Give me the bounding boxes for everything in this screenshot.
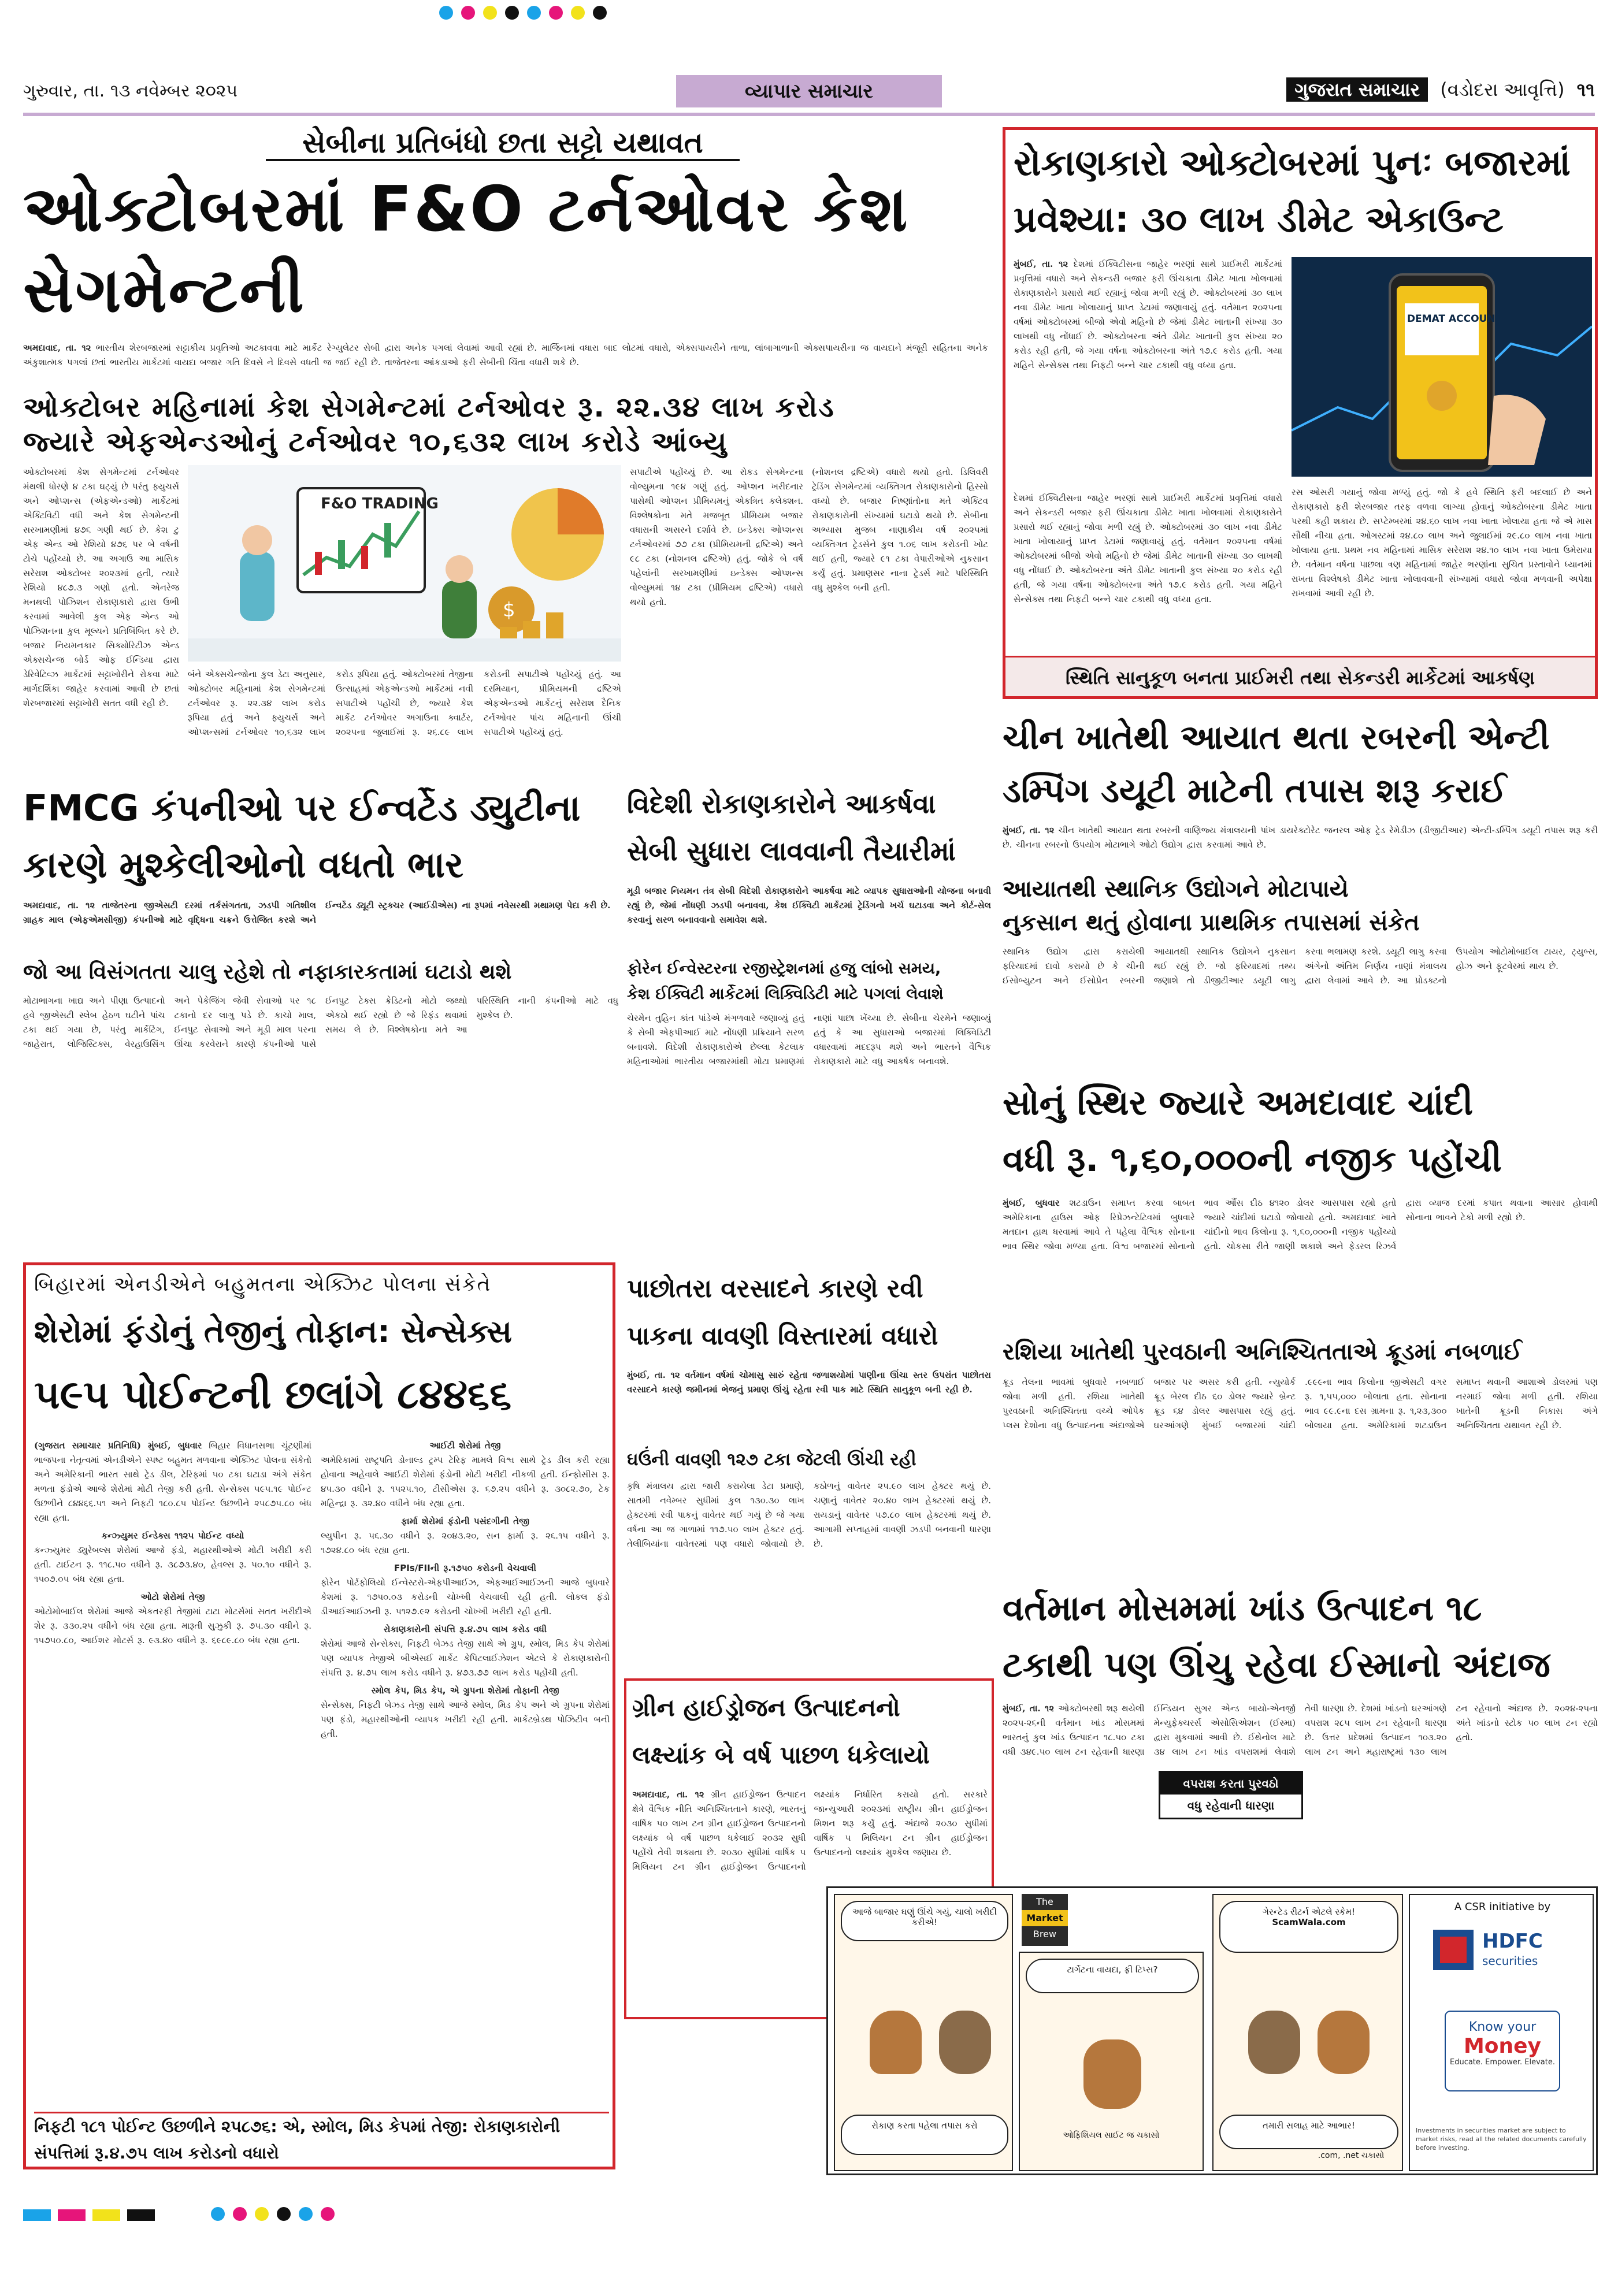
comic-bull-2 bbox=[1083, 2039, 1141, 2109]
header-paper bbox=[1286, 79, 1595, 101]
hydrogen-headline-2: લક્ષ્યાંક બે વર્ષ પાછળ ધકેલાયો bbox=[632, 1741, 930, 1769]
logo-line-3: Brew bbox=[1033, 1929, 1057, 1940]
gold-dateline: મુંબઈ, બુધવાર bbox=[1003, 1198, 1060, 1208]
rubber-sub-1: આયાતથી સ્થાનિક ઉદ્યોગને મોટાપાયે bbox=[1003, 876, 1349, 902]
lead-story bbox=[23, 124, 988, 771]
lead-column-mid: બંને એક્સચેન્જોના કુલ ડેટા અનુસાર, ઓક્ટોબર મહિનામાં કેશ સેગમેન્ટમાં ટર્નઓવર રૂ. ૨૨.૩૪ લાખ કરોડ રૂપિયા હતું અને ફ્યુચર્સ અને ઓપ્શન્સમાં ટર્નઓવર ૧૦,૬૩૨ લાખ કરોડ રૂપિયા હતું. ઓક્ટોબરમાં તેજીના ઉત્સાહમાં એફએન્ડઓ માર્કેટમાં નવી સપાટીએ પહોંચી છે, જ્યારે કેશ માર્કેટ ટર્નઓવર અગાઉના ક્વાર્ટર, ૨૦૨૫ના જુલાઈમાં રૂ. ૨૬.૮૯ લાખ કરોડની સપાટીએ પહોંચ્યું હતું. આ દરમિયાન, પ્રીમિયમની દ્રષ્ટિએ એફએન્ડઓ માર્કેટનું સરેરાશ દૈનિક ટર્નઓવર પાંચ મહિનાની ઊંચી સપાટીએ પહોંચ્યું હતું. bbox=[188, 669, 621, 737]
russia-story bbox=[1003, 1335, 1598, 1571]
sebi-intro: મૂડી બજાર નિયમન તંત્ર સેબી વિદેશી રોકાણકારોને આકર્ષવા માટે વ્યાપક સુધારાઓની યોજના બનાવી રહ્યું છે, જેમાં નોંધણી ઝડપી બનાવવા, કેશ ઈક્વિટી માર્કેટમાં ટ્રેડિંગનો ખર્ચ ઘટાડવા અને કોર્ટ-સેલ કરવાનું સરળ બનાવવાનો સમાવેશ થશે. bbox=[627, 886, 991, 925]
bihar-kicker-mid-2: ફાર્મા શેરોમાં ફંડોની પસંદગીની તેજી bbox=[401, 1516, 529, 1526]
gold-headline bbox=[1003, 1075, 1598, 1190]
bihar-body-fpi: ફોરેન પોર્ટફોલિયો ઈન્વેસ્ટરો-એફપીઆઈઝ, એફઆઈઆઈઝની આજે બુધવારે કેશમાં રૂ. ૧૭૫૦.૦૩ કરોડની ચોખ્ખી વેચવાલી રહી હતી. લોકલ ફંડો ડીઆઈઆઈઝની રૂ. ૫૧૨૭.૯૨ કરોડની ચોખ્ખી ખરીદી રહી હતી. bbox=[321, 1577, 610, 1617]
tag-3: Educate. Empower. Elevate. bbox=[1449, 2058, 1556, 2067]
bihar-dateline: (ગુજરાત સમાચાર પ્રતિનિધિ) મુંબઈ, બુધવાર bbox=[34, 1440, 202, 1451]
bihar-body-small: સેન્સેક્સ, નિફટી બેઝડ તેજી સાથે આજે સ્મોલ, મિડ કેપ અને એ ગ્રુપના શેરોમાં પણ ફંડો, મહારથીઓની વ્યાપક ખરીદી રહી હતી. માર્કેટબ્રેડથ પોઝિટીવ બની હતી. bbox=[321, 1700, 610, 1739]
bihar-kicker-fpi: FPIs/FIIની રૂ.૧૭૫૦ કરોડની વેચવાલી bbox=[394, 1563, 536, 1573]
comic-disclaimer: Investments in securities market are subject to market risks, read all the related documents carefully before investing. bbox=[1416, 2127, 1587, 2152]
lead-intro bbox=[23, 341, 988, 384]
comic-bull-1 bbox=[870, 2011, 922, 2074]
sugar-story bbox=[1003, 1580, 1598, 1881]
registration-marks-bottom bbox=[23, 2207, 1595, 2230]
fmcg-headline-2: કારણે મુશ્કેલીઓનો વધતો ભાર bbox=[23, 844, 464, 886]
comic-bear-2 bbox=[1248, 2011, 1300, 2074]
header-section-label: વ્યાપાર સમાચાર bbox=[744, 80, 874, 103]
paper-name: ગુજરાત સમાચાર bbox=[1286, 77, 1428, 102]
rabi-body: કૃષિ મંત્રાલય દ્વારા જારી કરાયેલા ડેટા પ્રમાણે, સાતમી નવેમ્બર સુધીમાં કુલ ૧૩૦.૩૦ લાખ હેક્ટરમાં રવી પાકનું વાવેતર થઈ ગયું છે જે ગયા વર્ષના આ જ ગાળામાં ૧૧૭.૫૦ લાખ હેક્ટર હતું. તેલીબિયાંના વાવેતરમાં પણ વધારો જોવાયો છે. કઠોળનું વાવેતર ૨૫.૯૦ લાખ હેક્ટર થયું છે. ચણાનું વાવેતર ૨૦.૪૦ લાખ હેક્ટરમાં થયું છે. રાયડાનું વાવેતર ૫૭.૮૦ લાખ હેક્ટરમાં થયું છે. આગામી સપ્તાહમાં વાવણી ઝડપી બનવાની ધારણા છે. bbox=[627, 1481, 991, 1549]
header-date: ગુરુવાર, તા. ૧૩ નવેમ્બર ૨૦૨૫ bbox=[23, 81, 238, 101]
sugar-callout-2: વધુ રહેવાની ધારણા bbox=[1187, 1799, 1275, 1812]
lead-headline bbox=[23, 169, 988, 331]
bihar-body-left-3: ઓટોમોબાઈલ શેરોમાં આજે એકતરફી તેજીમાં ટાટા મોટર્સમાં સતત ખરીદીએ શેર રૂ. ૩૩૦.૨૫ વધીને બંધ રહ્યા હતા. મારૂતી સુઝુકી રૂ. ૭૫.૩૦ વધીને રૂ. ૧૫૭૫૦.૮૦, આઈશર મોટર્સ રૂ. ૯૩.૪૦ વધીને રૂ. ૬૯૮૯.૮૦ બંધ રહ્યા હતા. bbox=[34, 1606, 311, 1645]
demat-dateline: મુંબઈ, તા. ૧૨ bbox=[1014, 259, 1068, 269]
rabi-intro-text: વર્તમાન વર્ષમાં ચોમાસુ સારું રહેતા જળાશયોમાં પાણીના ઊંચા સ્તર ઉપરાંત પાછોતરા વરસાદને કારણે જમીનમાં ભેજનું પ્રમાણ ઊંચું રહેતા રવી પાક માટે સ્થિતિ સાનુકૂળ બની રહી છે. bbox=[627, 1370, 991, 1395]
edition: (વડોદરા આવૃત્તિ) bbox=[1440, 79, 1565, 101]
rabi-headline bbox=[627, 1265, 991, 1364]
hydrogen-headline bbox=[632, 1684, 988, 1782]
comic-bubble-6: ઓફિશિયલ સાઈટ જ ચકાસો bbox=[1063, 2131, 1160, 2140]
comic-panel-4 bbox=[1409, 1894, 1594, 2171]
comic-logo bbox=[1022, 1894, 1068, 1946]
sebi-headline-1: વિદેશી રોકાણકારોને આકર્ષવા bbox=[627, 788, 936, 819]
demat-headline-1: રોકાણકારો ઓક્ટોબરમાં પુનઃ બજારમાં bbox=[1014, 142, 1571, 184]
sebi-body: ચેરમેન તુહિન કાંત પાંડેએ મંગળવારે જણાવ્યું હતું કે સેબી એફપીઆઈ માટે નોંધણી પ્રક્રિયાને સરળ બનાવશે. વિદેશી રોકાણકારોએ છેલ્લા કેટલાક મહિનાઓમાં ભારતીય બજારમાંથી મોટા પ્રમાણમાં નાણાં પાછા ખેંચ્યા છે. સેબીના ચેરમેને જણાવ્યું હતું કે આ સુધારાઓ બજારમાં લિક્વિડિટી વધારવામાં મદદરૂપ થશે અને ભારતને વૈશ્વિક રોકાણકારો માટે વધુ આકર્ષક બનાવશે. bbox=[627, 1013, 991, 1067]
bihar-body-wealth: શેરોમાં આજે સેન્સેક્સ, નિફટી બેઝડ તેજી સાથે એ ગ્રુપ, સ્મોલ, મિડ કેપ શેરોમાં પણ વ્યાપક તેજીએ બીએસઈ માર્કેટ કેપિટલાઈઝેશન એટલે કે રોકાણકારોની સંપત્તિ રૂ. ૪.૭૫ લાખ કરોડ વધીને રૂ. ૪૭૩.૭૭ લાખ કરોડ પહોંચી હતી. bbox=[321, 1639, 610, 1678]
hydrogen-dateline: અમદાવાદ, તા. ૧૨ bbox=[632, 1789, 704, 1800]
bihar-kicker: બિહારમાં એનડીએને બહુમતના એક્ઝિટ પોલના સંકેતે bbox=[34, 1273, 492, 1296]
comic-bubble-7: .com, .net ચકાસો bbox=[1318, 2151, 1385, 2160]
russia-body: ક્રૂડ તેલના ભાવમાં બુધવારે નબળાઈ જોવા મળી હતી. રશિયા ખાતેથી પુરવઠાની અનિશ્ચિતતા વચ્ચે ઓપેક પ્લસ દેશોના વધુ ઉત્પાદનના અંદાજોએ બજાર પર અસર કરી હતી. ન્યુયોર્ક ક્રૂડ બેરલ દીઠ ૬૦ ડોલર જ્યારે બ્રેન્ટ ક્રૂડ ૬૪ ડોલર આસપાસ રહ્યું હતું. ઘરઆંગણે મુંબઈ બજારમાં ચાંદી .૯૯૯ના ભાવ કિલોના જીએસટી વગર રૂ. ૧,૫૫,૦૦૦ બોલાતા હતા. સોનાના ભાવ ૯૯.૯ના દસ ગ્રામના રૂ. ૧,૨૩,૩૦૦ બોલાયા હતા. અમેરિકામાં શટડાઉન સમાપ્ત થવાની આશાએ ડોલરમાં પણ નરમાઈ જોવા મળી હતી. રશિયા ખાતેની ક્રૂડની નિકાસ અંગે અનિશ્ચિતતા યથાવત રહી છે. bbox=[1003, 1377, 1598, 1431]
rubber-dateline: મુંબઈ, તા. ૧૨ bbox=[1003, 825, 1055, 835]
sebi-sub-1: ફોરેન ઈન્વેસ્ટરના રજીસ્ટ્રેશનમાં હજુ લાંબો સમય, bbox=[627, 960, 941, 978]
fmcg-intro-text: તાજેતરના જીએસટી દરમાં તર્કસંગતતા, ઝડપી ગતિશીલ ગ્રાહક માલ (એફએમસીજી) કંપનીઓ માટે વૃદ્ધિના ચક્રને ઉત્તેજિત કરશે અને ઈન્વર્ટેડ ડ્યૂટી સ્ટ્રક્ચર (આઈડીએસ) ના રૂપમાં નવેસરથી મથામણ પેદા કરી છે. bbox=[23, 900, 611, 925]
gold-headline-1: સોનું સ્થિર જ્યારે અમદાવાદ ચાંદી bbox=[1003, 1083, 1474, 1123]
lead-dateline: અમદાવાદ, તા. ૧૨ bbox=[23, 343, 91, 353]
lead-subhead-1: ઓક્ટોબર મહિનામાં કેશ સેગમેન્ટમાં ટર્નઓવર રૂ. ૨૨.૩૪ લાખ કરોડ bbox=[23, 391, 835, 423]
sugar-callout-1: વપરાશ કરતા પુરવઠો bbox=[1160, 1773, 1301, 1795]
bihar-col-left bbox=[34, 1439, 311, 2109]
sugar-headline-1: વર્તમાન મોસમમાં ખાંડ ઉત્પાદન ૧૮ bbox=[1003, 1588, 1482, 1629]
comic-bubble-4-text: ગેરન્ટેડ રીટર્ન એટલે સ્કેમ! bbox=[1263, 1907, 1355, 1917]
bihar-body-mid-2: લ્યુપીન રૂ. ૫૬.૩૦ વધીને રૂ. ૨૦૪૩.૨૦, સન ફાર્મા રૂ. ૨૬.૧૫ વધીને રૂ. ૧૭૨૪.૮૦ બંધ રહ્યા હતા. bbox=[321, 1530, 610, 1555]
rubber-body: સ્થાનિક ઉદ્યોગ દ્વારા કરાયેલી ફરિયાદમાં દાવો કરાયો છે કે ચીની ઈસોબ્યુટન અને ઈસોપ્રેન રબરની આયાતથી સ્થાનિક ઉદ્યોગને નુકસાન થઈ રહ્યું છે. જો ફરિયાદમાં તથ્ય જણાશે તો ડીજીટીઆર ડયૂટી લાગુ કરવા ભલામણ કરશે. ડયૂટી લાગુ કરવા અંગેનો અંતિમ નિર્ણય નાણાં મંત્રાલય દ્વારા લેવામાં આવે છે. આ પ્રોડક્ટનો ઉપયોગ ઓટોમોબાઈલ ટાયર, ટ્યુબ્સ, હોઝ અને ફૂટવેરમાં થાય છે. bbox=[1003, 946, 1598, 986]
hdfc-logo bbox=[1433, 1924, 1572, 1976]
bihar-kicker-mid: આઈટી શેરોમાં તેજી bbox=[429, 1440, 501, 1451]
hydrogen-headline-1: ગ્રીન હાઈડ્રોજન ઉત્પાદનનો bbox=[632, 1693, 900, 1722]
sebi-headline-2: સેબી સુધારા લાવવાની તૈયારીમાં bbox=[627, 835, 956, 867]
fmcg-headline bbox=[23, 780, 618, 896]
bihar-kicker-small: સ્મોલ કેપ, મિડ કેપ, એ ગ્રુપના શેરોમાં તોફાની તેજી bbox=[371, 1685, 559, 1696]
demat-footer: સ્થિતિ સાનુકૂળ બનતા પ્રાઈમરી તથા સેકન્ડરી માર્કેટમાં આકર્ષણ bbox=[1005, 656, 1595, 696]
rabi-subhead: ઘઉંની વાવણી ૧૨૭ ટકા જેટલી ઊંચી રહી bbox=[627, 1450, 916, 1470]
lead-subhead-2: જ્યારે એફએન્ડઓનું ટર્નઓવર ૧૦,૬૩૨ લાખ કરોડે આંબ્યુ bbox=[23, 426, 728, 458]
hdfc-brand: HDFC bbox=[1482, 1930, 1543, 1953]
gold-body-text: શટડાઉન સમાપ્ત કરવા બાબત અમેરિકાના હાઉસ ઓફ રિપ્રેઝન્ટેટિવમાં બુધવારે મતદાન હાથ ધરવામાં આવે તે પહેલા વૈશ્વિક સોનાના ભાવ સ્થિર જોવા મળ્યા હતા. વિશ્વ બજારમાં સોનાનો ભાવ ઔંસ દીઠ ૪૧૨૦ ડોલર આસપાસ રહ્યો હતો જ્યારે ચાંદીમાં ઘટાડો જોવાયો હતો. અમદાવાદ ખાતે ચાંદીનો ભાવ કિલોના રૂ. ૧,૬૦,૦૦૦ની નજીક પહોંચ્યો હતો. ચોકસા રીતે જાણી શકાશે અને ફેડરલ રિઝર્વ દ્વારા વ્યાજ દરમાં કપાત થવાના આસાર હોવાથી સોનાના ભાવને ટેકો મળી રહ્યો છે. bbox=[1003, 1198, 1598, 1251]
bihar-body-mid: અમેરિકામાં રાષ્ટ્રપતિ ડોનાલ્ડ ટ્રમ્પ ટેરિફ મામલે વિશ્વ સાથે ટ્રેડ ડીલ કરી રહ્યા હોવાના અહેવાલે આઈટી શેરોમાં ફંડોની મોટી ખરીદી નીકળી હતી. ઈન્ફોસીસ રૂ. ૪૫.૩૦ વધીને રૂ. ૧૫૨૫.૧૦, ટીસીએસ રૂ. ૬૭.૨૫ વધીને રૂ. ૩૦૮૨.૭૦, ટેક મહિન્દ્રા રૂ. ૩૨.૪૦ વધીને બંધ રહ્યા હતા. bbox=[321, 1455, 610, 1509]
fmcg-intro bbox=[23, 898, 618, 953]
lead-column-4: (નોશનલ દ્રષ્ટિએ) વધારો થયો હતો. ડિલિવરી ટ્રેડિંગ સેગમેન્ટમાં વ્યક્તિગત રોકાણકારોનો હિસ્સો વધ્યો છે. બજાર નિષ્ણાંતોના મતે એક્ટિવ રોકાણકારોની સંખ્યામાં ઘટાડો થયો છે. સેબીના અભ્યાસ મુજબ નાણાકીય વર્ષ ૨૦૨૫માં વ્યક્તિગત ટ્રેડર્સને કુલ ૧.૦૬ લાખ કરોડની ખોટ થઈ હતી, જ્યારે ૯૧ ટકા વેપારીઓએ નુકસાન કર્યું હતું. પ્રમાણસર નાના ટ્રેડર્સ માટે પરિસ્થિતિ વધુ મુશ્કેલ બની હતી. bbox=[812, 467, 988, 593]
lead-column-1: ઓક્ટોબરમાં કેશ સેગમેન્ટમાં ટર્નઓવર મંથલી ધોરણે ૪ ટકા ઘટ્યું છે પરંતુ ફ્યુચર્સ અને ઓપ્શન્સ (એફએન્ડઓ) માર્કેટમાં એક્ટિવિટી વધી અને કેશ સેગમેન્ટની સરખામણીમાં ૪૭૬ ગણી થઈ છે. કેશ ટુ એફ એન્ડ ઓ રેશિયો ૪૭૬ પર બે વર્ષની ટોચે પહોંચ્યો છે. આ અગાઉ આ માસિક સરેરાશ ઓક્ટોબર ૨૦૨૩માં હતી, ત્યારે રેશિયો ૪૮૭.૩ ગણો હતો. એનરેજ મનથલી પોઝિશન રોકાણકારો દ્વારા ઉભી કરવામાં આવેલી કુલ એફ એન્ડ ઓ પોઝિશનના કુલ મૂલ્યને પ્રતિબિંબિત કરે છે. બજાર નિયમનકાર સિક્યોરિટીઝ એન્ડ એક્સચેન્જ બોર્ડ ઓફ ઈન્ડિયા દ્વારા ડેરિવેટિવ્ઝ માર્કેટમાં સટ્ટાખોરીને રોકવા માટે માર્ગદર્શિકા જાહેર કરવામાં આવી છે છતાં શેરબજારમાં સટ્ટાખોરી સતત વધી રહી છે. bbox=[23, 467, 179, 708]
fmcg-dateline: અમદાવાદ, તા. ૧૨ bbox=[23, 900, 95, 911]
sebi-story bbox=[627, 780, 991, 1254]
rubber-subhead bbox=[1003, 872, 1598, 942]
demat-story bbox=[1003, 127, 1598, 699]
fo-trading-illustration bbox=[188, 465, 621, 662]
rabi-intro bbox=[627, 1368, 991, 1443]
bihar-kicker-3: ઓટો શેરોમાં તેજી bbox=[140, 1592, 205, 1602]
russia-headline: રશિયા ખાતેથી પુરવઠાની અનિશ્ચિતતાએ ક્રૂડમાં નબળાઈ bbox=[1003, 1339, 1522, 1365]
comic-csr: A CSR initiative by bbox=[1454, 1901, 1551, 1913]
rubber-story bbox=[1003, 711, 1598, 1069]
bihar-footer: નિફટી ૧૮૧ પોઈન્ટ ઉછળીને ૨૫૮૭૬: એ, સ્મોલ, મિડ કેપમાં તેજી: રોકાણકારોની સંપત્તિમાં રૂ.૪.૭૫ લાખ કરોડનો વધારો bbox=[34, 2112, 609, 2167]
demat-phone-image bbox=[1292, 257, 1592, 477]
rabi-headline-1: પાછોતરા વરસાદને કારણે રવી bbox=[627, 1274, 923, 1303]
registration-marks-top bbox=[439, 6, 1190, 29]
lead-kicker: સેબીના પ્રતિબંધો છતા સટ્ટો યથાવત bbox=[266, 124, 740, 161]
sugar-body-text: ઓક્ટોબરથી શરૂ થયેલી ૨૦૨૫-૨૬ની વર્તમાન ખાંડ મોસમમાં ભારતનું કુલ ખાંડ ઉત્પાદન ૧૮.૫૦ ટકા વધી ૩૪૯.૫૦ લાખ ટન રહેવાની ધારણા ઈન્ડિયન સુગર એન્ડ બાયો-એનર્જી મેન્યુફેક્ચરર્સ એસોસિએશન (ઈસ્મા) દ્વારા મુકવામાં આવી છે. ઈથેનોલ માટે ૩૪ લાખ ટન ખાંડ વપરાશમાં લેવાશે તેવી ધારણા છે. દેશમાં ખાંડનો ઘરઆંગણે વપરાશ ૨૮૫ લાખ ટન રહેવાની ધારણા છે. ઉત્તર પ્રદેશમાં ઉત્પાદન ૧૦૩.૨૦ લાખ ટન અને મહારાષ્ટ્રમાં ૧૩૦ લાખ ટન રહેવાનો અંદાજ છે. ૨૦૨૪-૨૫ના અંતે ખાંડનો સ્ટોક ૫૦ લાખ ટન રહ્યો હતો. bbox=[1003, 1703, 1598, 1757]
demat-body-left bbox=[1014, 257, 1282, 485]
bihar-body-left-2: કન્ઝ્યુમર ડ્યુરેબલ્સ શેરોમાં આજે ફંડો, મહારથીઓએ મોટી ખરીદી કરી હતી. ટાઈટન રૂ. ૧૧૮.૫૦ વધીને રૂ. ૩૮૭૩.૪૦, હેવલ્સ રૂ. ૫૦.૧૦ વધીને રૂ. ૧૫૦૭.૦૫ બંધ રહ્યા હતા. bbox=[34, 1545, 311, 1584]
comic-panel-1 bbox=[834, 1894, 1013, 2171]
demat-left-text: દેશમાં ઈક્વિટીસના જાહેર ભરણાં સાથે પ્રાઈમરી માર્કેટમાં પ્રવૃત્તિમાં વધારો અને સેકન્ડરી બજાર ફરી ઊંચકાતા ડીમેટ ખાતા ખોલવામાં રોકાણકારોને પ્રસારો થઈ રહ્યાનું જોવા મળી રહ્યું છે. ઓક્ટોબરમાં ૩૦ લાખ નવા ડીમેટ ખાતા ખોલાયાનું પ્રાપ્ત ડેટામાં જણાવાયું હતું. વર્તમાન ૨૦૨૫ના વર્ષમાં ઓક્ટોબરમાં બીજો એવો મહિનો છે જેમાં ડીમેટ ખાતાની સંખ્યા ૩૦ લાખથી વધુ નોંધાઈ છે. ઓક્ટોબરના અંતે ડીમેટ ખાતાની કુલ સંખ્યા ૨૦ કરોડ રહી હતી, જે ગયા વર્ષના ઓક્ટોબરના અંતે ૧૭.૯ કરોડ હતી. ગયા મહિને સેન્સેક્સ તથા નિફટી બન્ને ચાર ટકાથી વધુ વધ્યા હતા. bbox=[1014, 259, 1282, 370]
bihar-headline bbox=[34, 1300, 609, 1433]
rubber-intro bbox=[1003, 823, 1598, 870]
know-money-badge bbox=[1445, 2011, 1560, 2091]
hdfc-mark bbox=[1433, 1930, 1474, 1970]
lead-headline-line-1: ઓક્ટોબરમાં F&O ટર્નઓવર કેશ સેગમેન્ટની bbox=[23, 173, 910, 326]
logo-line-2: Market bbox=[1022, 1910, 1068, 1926]
phone-label: DEMAT ACCOUNT bbox=[1407, 313, 1502, 325]
sugar-headline-2: ટકાથી પણ ઊંચુ રહેવા ઈસ્માનો અંદાજ bbox=[1003, 1645, 1550, 1685]
lead-intro-text: ભારતીય શેરબજારમાં સટ્ટાકીય પ્રવૃતિઓ અટકાવવા માટે માર્કેટ રેગ્યુલેટર સેબી દ્વારા અનેક પગલાં લેવામાં આવી રહ્યાં છે. માર્જિનમાં વધારા બાદ લોટમાં વધારો, એક્સપાયરીને તાળા, લાંબાગાળાની એક્સપાયરીના જ વાયદાને મંજૂરી સહિતના અનેક અંકુશાત્મક પગલાં છતાં ભારતીય માર્કેટમાં વાયદા બજાર ગતિ દિવસે ને દિવસે વધતી જ જઈ રહી છે. તાજેતરના આંકડાઓ ફરી સેબીની ચિંતા વધારી શકે છે. bbox=[23, 343, 988, 367]
hdfc-brand-sub: securities bbox=[1482, 1954, 1538, 1968]
rubber-headline bbox=[1003, 711, 1598, 820]
rubber-headline-1: ચીન ખાતેથી આયાત થતા રબરની એન્ટી bbox=[1003, 718, 1550, 757]
sebi-headline bbox=[627, 780, 991, 878]
comic-bubble-3: ટાર્ગેટના વાયદા, ફ્રી ટિપ્સ? bbox=[1026, 1959, 1199, 1993]
comic-site: ScamWala.com bbox=[1272, 1917, 1346, 1927]
logo-line-1: The bbox=[1036, 1896, 1053, 1907]
phone-svg bbox=[1292, 257, 1592, 477]
demat-body-lower: દેશમાં ઈક્વિટીસના જાહેર ભરણાં સાથે પ્રાઈમરી માર્કેટમાં પ્રવૃત્તિમાં વધારો અને સેકન્ડરી બજાર ફરી ઊંચકાતા ડીમેટ ખાતા ખોલવામાં રોકાણકારોને પ્રસારો થઈ રહ્યાનું જોવા મળી રહ્યું છે. ઓક્ટોબરમાં ૩૦ લાખ નવા ડીમેટ ખાતા ખોલાયાનું પ્રાપ્ત ડેટામાં જણાવાયું હતું. વર્તમાન ૨૦૨૫ના વર્ષમાં ઓક્ટોબરમાં બીજો એવો મહિનો છે જેમાં ડીમેટ ખાતાની સંખ્યા ૩૦ લાખથી વધુ નોંધાઈ છે. ઓક્ટોબરના અંતે ડીમેટ ખાતાની કુલ સંખ્યા ૨૦ કરોડ રહી હતી, જે ગયા વર્ષના ઓક્ટોબરના અંતે ૧૭.૯ કરોડ હતી. ગયા મહિને સેન્સેક્સ તથા નિફટી બન્ને ચાર ટકાથી વધુ વધ્યા હતા. bbox=[1014, 493, 1282, 604]
comic-strip bbox=[826, 1886, 1598, 2175]
demat-headline bbox=[1014, 135, 1591, 250]
sebi-sub-2: કેશ ઈક્વિટી માર્કેટમાં લિક્વિડિટી માટે પગલાં લેવાશે bbox=[627, 985, 944, 1003]
tag-2: Money bbox=[1463, 2034, 1542, 2058]
bihar-body-left: બિહાર વિધાનસભા ચૂંટણીમાં ભાજપના નેતૃત્વમાં એનડીએને સ્પષ્ટ બહુમત મળવાના એક્ઝિટ પોલના સંકેતો અને અમેરિકાની ભારત સાથે ટ્રેડ ડીલ, ટેરિફમાં ૫૦ ટકા ઘટાડા અંગે સંકેત મળતા ફંડોએ આજે શેરોમાં મોટી તેજી કરી હતી. સેન્સેક્સ ૫૯૫.૧૯ પોઈન્ટ ઉછળીને ૮૪૪૬૬.૫૧ અને નિફટી ૧૮૦.૮૫ પોઈન્ટ ઉછળીને ૨૫૮૭૫.૮૦ બંધ રહ્યા હતા. bbox=[34, 1440, 311, 1523]
comic-bear-1 bbox=[939, 2011, 991, 2074]
bihar-story bbox=[23, 1262, 615, 2169]
sugar-headline bbox=[1003, 1580, 1598, 1696]
lead-subhead bbox=[23, 390, 988, 459]
comic-bubble-4 bbox=[1219, 1901, 1398, 1953]
fmcg-story bbox=[23, 780, 618, 1254]
rubber-headline-2: ડમ્પિંગ ડયૂટી માટેની તપાસ શરૂ કરાઈ bbox=[1003, 771, 1507, 810]
svg-text:$: $ bbox=[503, 599, 515, 622]
comic-bubble-2: રોકાણ કરતા પહેલા તપાસ કરો bbox=[841, 2115, 1008, 2155]
demat-headline-2: પ્રવેશ્યા: ૩૦ લાખ ડીમેટ એકાઉન્ટ bbox=[1014, 198, 1504, 240]
fo-trading-svg bbox=[188, 465, 621, 662]
header-rule bbox=[23, 113, 1595, 116]
lead-column-3: સપાટીએ પહોંચ્યું છે. આ રોકડ સેગમેન્ટના વોલ્યુમના ૧૯૪ ગણું હતું. ઓપ્શન ખરીદનાર પાસેથી ઓપ્શન પ્રીમિયમનું એકત્રિત કલેક્શન. વિશ્લેષકોના મતે મજબૂત પ્રીમિયમ બજાર વધારાની અસરને દર્શાવે છે. ઇન્ડેક્સ ઓપ્શન્સ ટર્નઓવરમાં ૭૭ ટકા (પ્રીમિયમની દ્રષ્ટિએ) અને ૯૮ ટકા (નોશનલ દ્રષ્ટિએ) હતું. જોકે બે વર્ષ પહેલાંની સરખામણીમાં ઇન્ડેક્સ ઓપ્શન્સ વોલ્યુમમાં ૧૪ ટકા (પ્રીમિયમ દ્રષ્ટિએ) વધારો થયો હતો. bbox=[630, 467, 803, 607]
bihar-kicker-wealth: રોકાણકારોની સંપત્તિ રૂ.૪.૭૫ લાખ કરોડ વધી bbox=[383, 1624, 547, 1634]
comic-panel-3 bbox=[1212, 1894, 1403, 2171]
gold-story bbox=[1003, 1075, 1598, 1329]
tag-1: Know your bbox=[1468, 2020, 1537, 2034]
sugar-callout-box bbox=[1159, 1771, 1303, 1819]
demat-body-right: રસ ઓસરી ગયાનું જોવા મળ્યું હતું. જો કે હવે સ્થિતિ ફરી બદલાઈ છે અને રોકાણકારો ફરી શેરબજાર તરફ વળવા લાગ્યા હોવાનું ઓક્ટોબરના ડીમેટ ખાતા પરથી કહી શકાય છે. સપ્ટેમ્બરમાં ૨૪.૬૦ લાખ નવા ખાતા ખોલાયા હતા જે એ માસ સૌથી નીચા હતા. ઓગસ્ટમાં ૨૪.૮૦ લાખ અને જુલાઈમાં ૨૯.૮૦ લાખ નવા ખાતા ખોલાયા હતા. પ્રથમ નવ મહિનામાં માસિક સરેરાશ ૨૪.૧૦ લાખ નવા ખાતા ઉમેરાયા છે. વર્તમાન વર્ષના પાછલા ત્રણ મહિનામાં જાહેર ભરણાંના સુચિત પ્રસ્તાવોને ધ્યાનમાં રાખતા વિશ્લેષકો ડીમેટ ખાતા ખોલાવવાની સંખ્યામાં વધારો જોવા મળવાની અપેક્ષા રાખવામાં આવી રહી છે. bbox=[1292, 487, 1592, 599]
chart-tag: F&O TRADING bbox=[321, 495, 439, 512]
comic-bubble-5: તમારી સલાહ માટે આભાર! bbox=[1219, 2115, 1398, 2149]
sugar-dateline: મુંબઈ, તા. ૧૨ bbox=[1003, 1703, 1055, 1714]
header-bar bbox=[23, 75, 1595, 110]
hydrogen-body-text: ગ્રીન હાઈડ્રોજન ઉત્પાદન ક્ષેત્રે વૈશ્વિક નીતિ અનિશ્ચિતતાને કારણે, ભારતનું વાર્ષિક ૫૦ લાખ ટન ગ્રીન હાઈડ્રોજન ઉત્પાદનનો લક્ષ્યાંક બે વર્ષ પાછળ ધકેલાઈ ૨૦૩૨ સુધી પહોંચે તેવી શક્યતા છે. ૨૦૩૦ સુધીમાં વાર્ષિક ૫ મિલિયન ટન ગ્રીન હાઈડ્રોજન ઉત્પાદનનો લક્ષ્યાંક નિર્ધારિત કરાયો હતો. સરકારે જાન્યુઆરી ૨૦૨૩માં રાષ્ટ્રીય ગ્રીન હાઈડ્રોજન મિશન શરૂ કર્યું હતું. અંદાજે ૨૦૩૦ સુધીમાં વાર્ષિક ૫ મિલિયન ટન ગ્રીન હાઈડ્રોજન ઉત્પાદનનો લક્ષ્યાંક મુશ્કેલ જણાય છે. bbox=[632, 1789, 988, 1872]
gold-headline-2: વધી રૂ. ૧,૬૦,૦૦૦ની નજીક પહોંચી bbox=[1003, 1139, 1502, 1180]
rabi-headline-2: પાકના વાવણી વિસ્તારમાં વધારો bbox=[627, 1321, 938, 1351]
rubber-intro-text: ચીન ખાતેથી આયાત થતા રબરની વાણિજ્ય મંત્રાલયની પાંખ ડાયરેક્ટોરેટ જનરલ ઓફ ટ્રેડ રેમેડીઝ (ડીજીટીઆર) એન્ટી-ડમ્પિંગ ડયૂટી તપાસ શરૂ કરી છે. ચીનના રબરનો ઉપયોગ મોટાભાગે ઓટો ઉદ્યોગ દ્વારા કરવામાં આવે છે. bbox=[1003, 825, 1598, 850]
sebi-subhead bbox=[627, 956, 991, 1008]
gold-body bbox=[1003, 1196, 1598, 1326]
fmcg-body: મોટાભાગના ખાદ્ય અને પીણા ઉત્પાદનો હવે જીએસટી સ્લેબ હેઠળ ઘટીને પાંચ ટકા થઈ ગયા છે, પરંતુ માર્કેટિંગ, જાહેરાત, લોજિસ્ટિક્સ, વેરહાઉસિંગ અને પેકેજિંગ જેવી સેવાઓ પર ૧૮ ટકાનો દર લાગુ પડે છે. કાચો માલ, ઈનપુટ સેવાઓ અને મૂડી માલ પરના ઊંચા કરવેરાને કારણે કંપનીઓ પાસે ઈનપુટ ટેક્સ ક્રેડિટનો મોટો જથ્થો એકઠો થઈ રહ્યો છે જે રિફંડ થવામાં સમય લે છે. વિશ્લેષકોના મતે આ પરિસ્થિતિ નાની કંપનીઓ માટે વધુ મુશ્કેલ છે. bbox=[23, 995, 618, 1049]
fmcg-headline-1: FMCG કંપનીઓ પર ઈન્વર્ટેડ ડ્યુટીના bbox=[23, 787, 581, 829]
comic-bubble-1: આજે બાજાર ઘણું ઊંચે ગયું, ચાલો ખરીદી કરીએ! bbox=[841, 1901, 1008, 1941]
comic-bull-3 bbox=[1318, 2011, 1370, 2074]
bihar-kicker-2: કન્ઝ્યુમર ઈન્ડેક્સ ૧૧૨૫ પોઈન્ટ વધ્યો bbox=[101, 1530, 244, 1541]
rabi-dateline: મુંબઈ, તા. ૧૨ bbox=[627, 1370, 680, 1380]
fmcg-subhead: જો આ વિસંગતતા ચાલુ રહેશે તો નફાકારકતામાં ઘટાડો થશે bbox=[23, 960, 512, 984]
page-number: ૧૧ bbox=[1576, 79, 1595, 101]
bihar-headline-1: શેરોમાં ફંડોનું તેજીનું તોફાન: સેન્સેક્સ bbox=[34, 1313, 512, 1350]
bihar-col-right bbox=[321, 1439, 610, 2109]
bihar-headline-2: ૫૯૫ પોઈન્ટની છલાંગે ૮૪૪૬૬ bbox=[34, 1372, 512, 1418]
rubber-sub-2: નુકસાન થતું હોવાના પ્રાથમિક તપાસમાં સંકેત bbox=[1003, 909, 1420, 936]
header-section bbox=[676, 75, 942, 107]
